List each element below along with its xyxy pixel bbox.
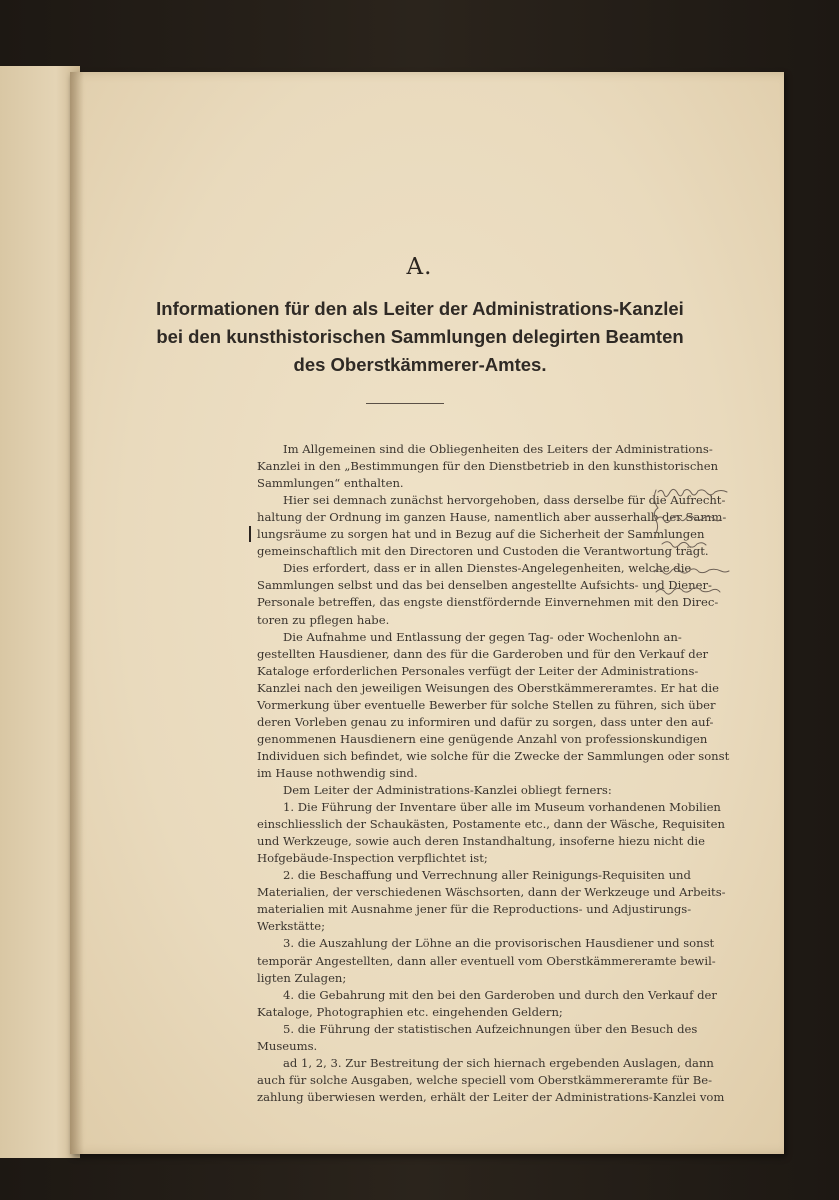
- body-line: materialien mit Ausnahme jener für die Reproductions- und Adjustirungs-: [257, 902, 692, 917]
- body-line: Werkstätte;: [257, 919, 326, 934]
- body-line: 4. die Gebahrung mit den bei den Garderoben und durch den Verkauf der: [283, 987, 717, 1002]
- facing-page-edge: [0, 66, 80, 1158]
- body-line: genommenen Hausdienern eine genügende Anzahl von professionskundigen: [257, 731, 708, 746]
- body-line: gemeinschaftlich mit den Directoren und Custoden die Verantwortung trägt.: [257, 544, 709, 559]
- title-line-3: des Oberstkämmerer-Amtes.: [293, 354, 547, 375]
- body-line: haltung der Ordnung im ganzen Hause, namentlich aber ausserhalb der Samm-: [257, 510, 727, 525]
- body-line: Im Allgemeinen sind die Obliegenheiten des Leiters der Administrations-: [283, 442, 713, 456]
- body-line: Kataloge, Photographien etc. eingehenden Geldern;: [257, 1004, 563, 1019]
- body-line: Museums.: [257, 1038, 318, 1053]
- body-line: einschliesslich der Schaukästen, Postamente etc., dann der Wäsche, Requisiten: [257, 817, 725, 832]
- body-line: 2. die Beschaffung und Verrechnung aller Reinigungs-Requisiten und: [283, 868, 691, 883]
- body-line: Materialien, der verschiedenen Wäschsorten, dann der Werkzeuge und Arbeits-: [257, 885, 726, 900]
- handwritten-margin-notes: [654, 486, 764, 606]
- body-line: Hier sei demnach zunächst hervorgehoben, dass derselbe für die Aufrecht-: [283, 493, 726, 508]
- body-line: Kataloge erforderlichen Personales verfügt der Leiter der Administrations-: [257, 663, 699, 678]
- body-line: 5. die Führung der statistischen Aufzeichnungen über den Besuch des: [283, 1021, 698, 1036]
- body-line: und Werkzeuge, sowie auch deren Instandhaltung, insoferne hiezu nicht die: [257, 834, 706, 849]
- body-line: ligten Zulagen;: [257, 970, 347, 985]
- body-line: Dem Leiter der Administrations-Kanzlei obliegt ferners:: [283, 783, 612, 797]
- body-line: gestellten Hausdiener, dann des für die Garderoben und für den Verkauf der: [257, 646, 709, 661]
- body-line: Kanzlei in den „Bestimmungen für den Dienstbetrieb in den kunsthistorischen: [257, 459, 719, 474]
- section-letter: A.: [406, 254, 433, 280]
- body-line: ad 1, 2, 3. Zur Bestreitung der sich hiernach ergebenden Auslagen, dann: [283, 1055, 714, 1070]
- body-line: lungsräume zu sorgen hat und in Bezug auf die Sicherheit der Sammlungen: [257, 527, 705, 542]
- body-line: Sammlungen“ enthalten.: [257, 476, 404, 491]
- body-line: 1. Die Führung der Inventare über alle im Museum vorhandenen Mobilien: [283, 800, 721, 815]
- body-line: Dies erfordert, dass er in allen Dienstes-Angelegenheiten, welche die: [283, 561, 692, 576]
- page-fold-shadow: [70, 72, 84, 1154]
- body-line: Hofgebäude-Inspection verpflichtet ist;: [257, 851, 488, 866]
- body-line: auch für solche Ausgaben, welche speciell vom Oberstkämmereramte für Be-: [257, 1072, 713, 1087]
- body-line: 3. die Auszahlung der Löhne an die provisorischen Hausdiener und sonst: [283, 936, 715, 951]
- title-line-1: Informationen für den als Leiter der Administrations-Kanzlei: [156, 298, 684, 319]
- body-line: Personale betreffen, das engste dienstfördernde Einvernehmen mit den Direc-: [257, 595, 719, 610]
- body-line: temporär Angestellten, dann aller eventuell vom Oberstkämmereramte bewil-: [257, 953, 716, 968]
- body-line: Vormerkung über eventuelle Bewerber für solche Stellen zu führen, sich über: [257, 697, 716, 712]
- body-line: deren Vorleben genau zu informiren und dafür zu sorgen, dass unter den auf-: [257, 714, 714, 729]
- margin-pencil-mark: [249, 526, 251, 542]
- title-line-2: bei den kunsthistorischen Sammlungen delegirten Beamten: [156, 326, 684, 347]
- title-divider: [366, 403, 444, 404]
- body-line: toren zu pflegen habe.: [257, 612, 390, 627]
- body-line: im Hause nothwendig sind.: [257, 765, 418, 780]
- body-line: Die Aufnahme und Entlassung der gegen Tag- oder Wochenlohn an-: [283, 629, 682, 644]
- body-line: Sammlungen selbst und das bei denselben angestellte Aufsichts- und Diener-: [257, 578, 712, 593]
- body-line: zahlung überwiesen werden, erhält der Leiter der Administrations-Kanzlei vom: [257, 1089, 725, 1104]
- body-line: Individuen sich befindet, wie solche für die Zwecke der Sammlungen oder sonst: [257, 748, 730, 763]
- body-line: Kanzlei nach den jeweiligen Weisungen des Oberstkämmereramtes. Er hat die: [257, 680, 719, 695]
